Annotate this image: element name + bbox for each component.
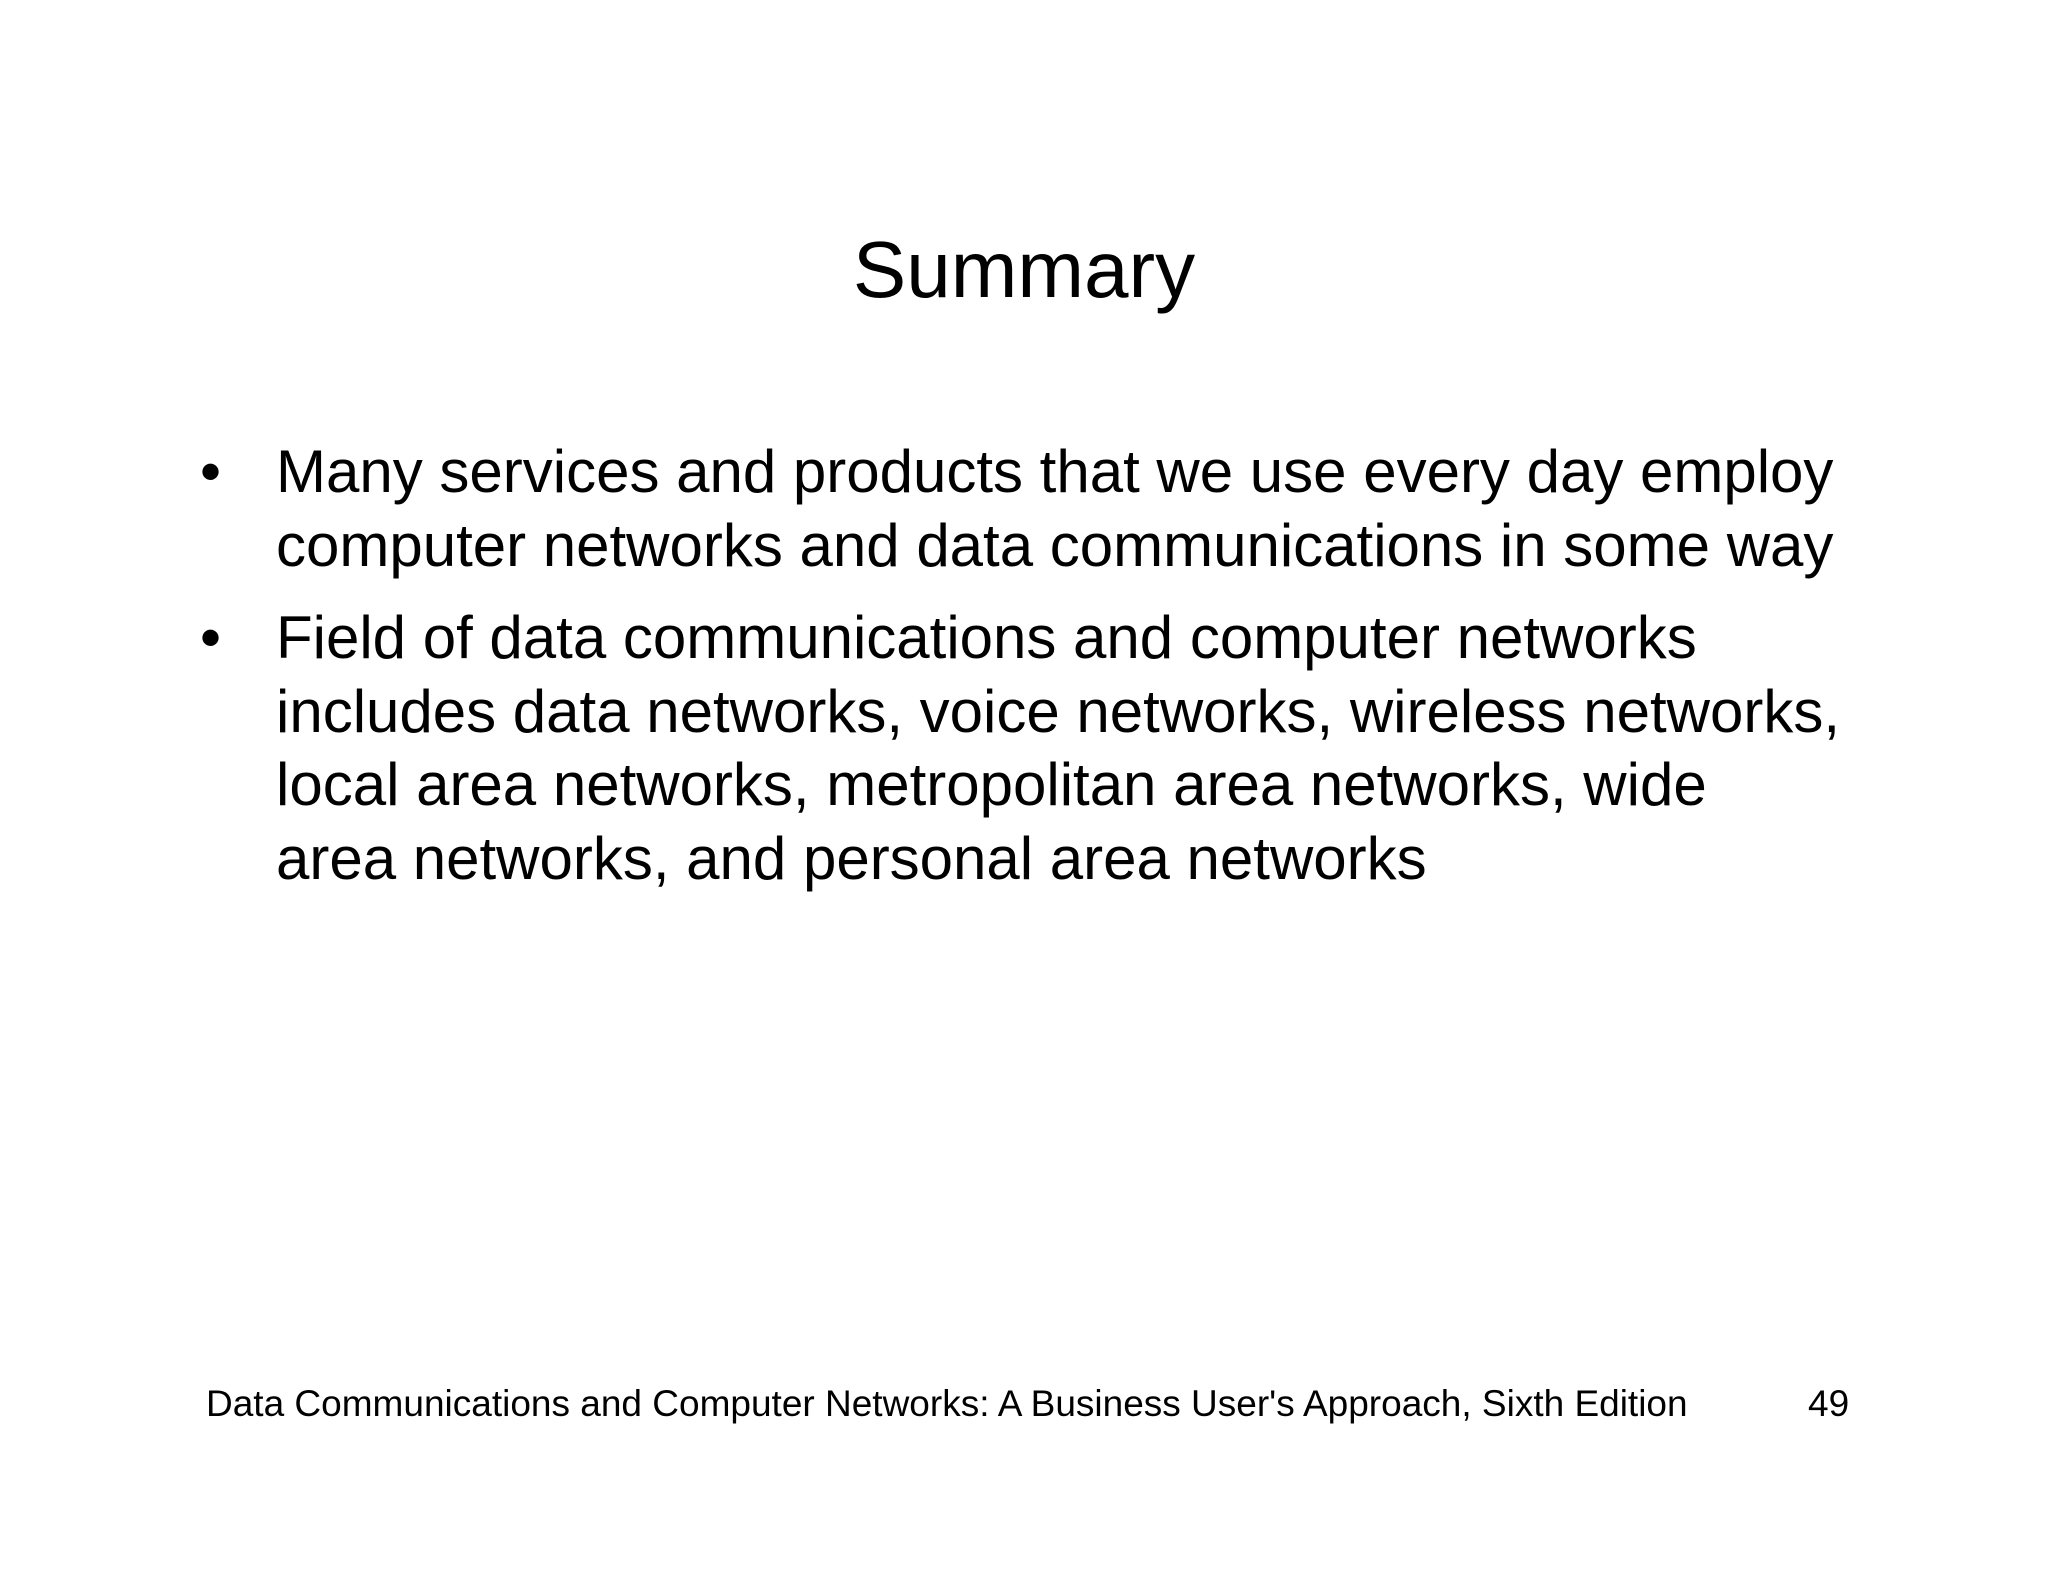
slide-title: Summary <box>852 225 1196 314</box>
bullet-marker: • <box>200 438 222 505</box>
bullet-marker: • <box>200 604 222 671</box>
bullet-text: Many services and products that we use every day employ computer networks and data communications in some way <box>276 438 1834 579</box>
bullet-item <box>200 601 1840 895</box>
bullet-item <box>200 435 1840 582</box>
page-number: 49 <box>1808 1383 1850 1424</box>
footer-book-title: Data Communications and Computer Networks: A Business User's Approach, Sixth Edition <box>206 1383 1688 1424</box>
bullet-list <box>200 435 1840 914</box>
bullet-text: Field of data communications and computer networks includes data networks, voice networks, wireless networks, local area networks, metropolitan area networks, wide area networks, and personal area networks <box>276 604 1840 892</box>
